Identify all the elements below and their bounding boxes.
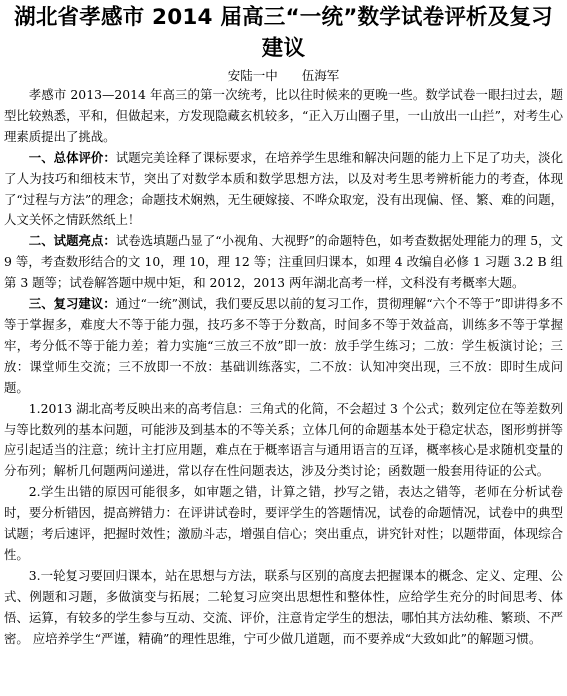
section-overall (4, 148, 563, 232)
suggestion-point-2: 2.学生出错的原因可能很多，如审题之错，计算之错，抄写之错，表达之错等，老师在分析试卷时，要分析错因，提高辨错力：在评讲试卷时，要评学生的答题情况，试卷的命题情况，试卷中的典型试题；考后速评，把握时效性；激励斗志，增强自信心；突出重点，讲究针对性；以题带面，体现综合性。 (4, 484, 563, 562)
suggestion-point-3: 3.一轮复习要回归课本，站在思想与方法，联系与区别的高度去把握课本的概念、定义、定理、公式、例题和习题，多做演变与拓展；二轮复习应突出思想性和整体性，应给学生充分的时间思考、体悟、运算，有较多的学生参与互动、交流、评价，注意肯定学生的想法，哪怕其方法幼稚、繁琐、不严密。 应培养学生“严谨，精确”的理性思维，宁可少做几道题，而不要养成“大致如此”的解题习惯。 (4, 567, 563, 646)
author-unit: 安陆一中 (227, 68, 278, 83)
author-name: 伍海军 (301, 68, 340, 83)
section-highlights (4, 231, 563, 294)
suggestion-point-1: 1.2013 湖北高考反映出来的高考信息：三角式的化简，不会超过 3 个公式；数列定位在等差数列与等比数列的基本问题，可能涉及到基本的不等关系；立体几何的命题基本处于稳定状态，图形剪拼等应引起适当的注意；统计主打应用题，难点在于概率语言与通用语言的互译，概率核心是求随机变量的分布列；解析几何题两问递进，常以存在性问题表达，涉及分类讨论；函数题一般套用待证的公式。 (4, 400, 563, 479)
section-heading: 三、复习建议： (28, 296, 116, 312)
section-heading: 一、总体评价： (28, 149, 116, 165)
intro-paragraph: 孝感市 2013—2014 年高三的第一次统考，比以往时候来的更晚一些。数学试卷一眼扫过去，题型比较熟悉，平和，但做起来，方发现隐藏玄机较多，“正入万山圈子里，一山放出一山拦”，对考生心理素质提出了挑战。 (4, 87, 563, 144)
section-text: 试题完美诠释了课标要求，在培养学生思维和解决问题的能力上下足了功夫，淡化了人为技巧和细枝末节，突出了对数学本质和数学思想方法，以及对考生思考辨析能力的考查，体现了“过程与方法”的理念；命题技术娴熟，无生硬嫁接、不哗众取宠，没有出现偏、怪、繁、难的问题，人文关怀之情跃然纸上！ (4, 149, 563, 228)
section-text: 试卷选填题凸显了“小视角、大视野”的命题特色，如考查数据处理能力的理 5，文 9 等，考查数形结合的文 10，理 10，理 12 等；注重回归课本，如理 4 改编自必修 1 习题 3.2 B 组第 3 题等；试卷解答题中规中矩，和 2012，2013 两年湖北高考一样，文科没有考概率大题。 (4, 233, 564, 291)
document-title: 湖北省孝感市 2014 届高三“一统”数学试卷评析及复习建议 (14, 5, 553, 61)
section-text: 通过“一统”测试，我们要反思以前的复习工作，贯彻理解“六个不等于”即讲得多不等于掌握多，难度大不等于能力强，技巧多不等于分数高，时间多不等于效益高，训练多不等于掌握牢，考分低不等于能力差；着力实施“三放三不放”即一放：放手学生练习；二放：学生板演讨论；三放：课堂师生交流；三不放即一不放：基础训练落实，二不放：认知冲突出现，三不放：即时生成问题。 (4, 296, 564, 395)
author-line (4, 66, 563, 85)
section-suggestions (4, 294, 563, 399)
section-heading: 二、试题亮点： (28, 233, 116, 249)
